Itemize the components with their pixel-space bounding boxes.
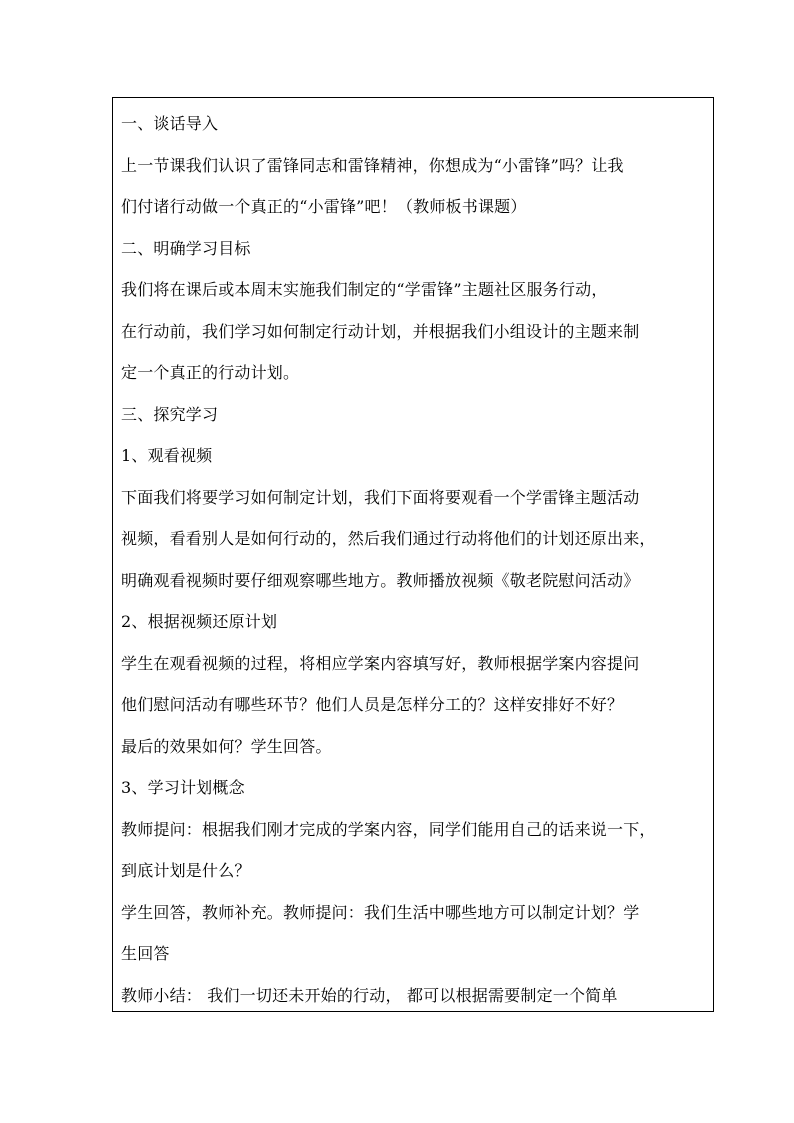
paragraph-line: 到底计划是什么？ <box>121 861 251 880</box>
section-heading-3: 三、探究学习 <box>121 404 219 424</box>
paragraph-line: 学生回答，教师补充。教师提问：我们生活中哪些地方可以制定计划？学 <box>121 902 640 922</box>
paragraph-line: 最后的效果如何？学生回答。 <box>121 736 332 756</box>
paragraph-line: 明确观看视频时要仔细观察哪些地方。教师播放视频《敬老院慰问活动》 <box>121 570 640 590</box>
paragraph-line: 在行动前，我们学习如何制定行动计划，并根据我们小组设计的主题来制 <box>121 321 640 341</box>
subsection-heading-2: 2、根据视频还原计划 <box>121 612 278 631</box>
document-table-cell <box>112 97 714 1012</box>
paragraph-line: 我们将在课后或本周末实施我们制定的“学雷锋”主题社区服务行动， <box>121 280 608 299</box>
paragraph-line: 视频，看看别人是如何行动的，然后我们通过行动将他们的计划还原出来， <box>121 529 656 548</box>
section-heading-1: 一、谈话导入 <box>121 114 219 133</box>
paragraph-line: 们付诸行动做一个真正的“小雷锋”吧！（教师板书课题） <box>121 197 527 216</box>
paragraph-line: 他们慰问活动有哪些环节？他们人员是怎样分工的？这样安排好不好？ <box>121 695 624 714</box>
subsection-heading-1: 1、观看视频 <box>121 446 213 465</box>
paragraph-line: 下面我们将要学习如何制定计划，我们下面将要观看一个学雷锋主题活动 <box>121 487 640 507</box>
paragraph-line: 生回答 <box>121 944 170 963</box>
subsection-heading-3: 3、学习计划概念 <box>121 778 245 797</box>
paragraph-line: 教师提问：根据我们刚才完成的学案内容，同学们能用自己的话来说一下， <box>121 819 656 839</box>
paragraph-line: 教师小结： 我们一切还未开始的行动， 都可以根据需要制定一个简单 <box>121 985 618 1005</box>
lesson-content <box>121 103 709 1012</box>
paragraph-line: 定一个真正的行动计划。 <box>121 363 300 382</box>
paragraph-line: 学生在观看视频的过程，将相应学案内容填写好，教师根据学案内容提问 <box>121 653 640 673</box>
paragraph-line: 上一节课我们认识了雷锋同志和雷锋精神，你想成为“小雷锋”吗？让我 <box>121 155 624 175</box>
section-heading-2: 二、明确学习目标 <box>121 238 251 258</box>
